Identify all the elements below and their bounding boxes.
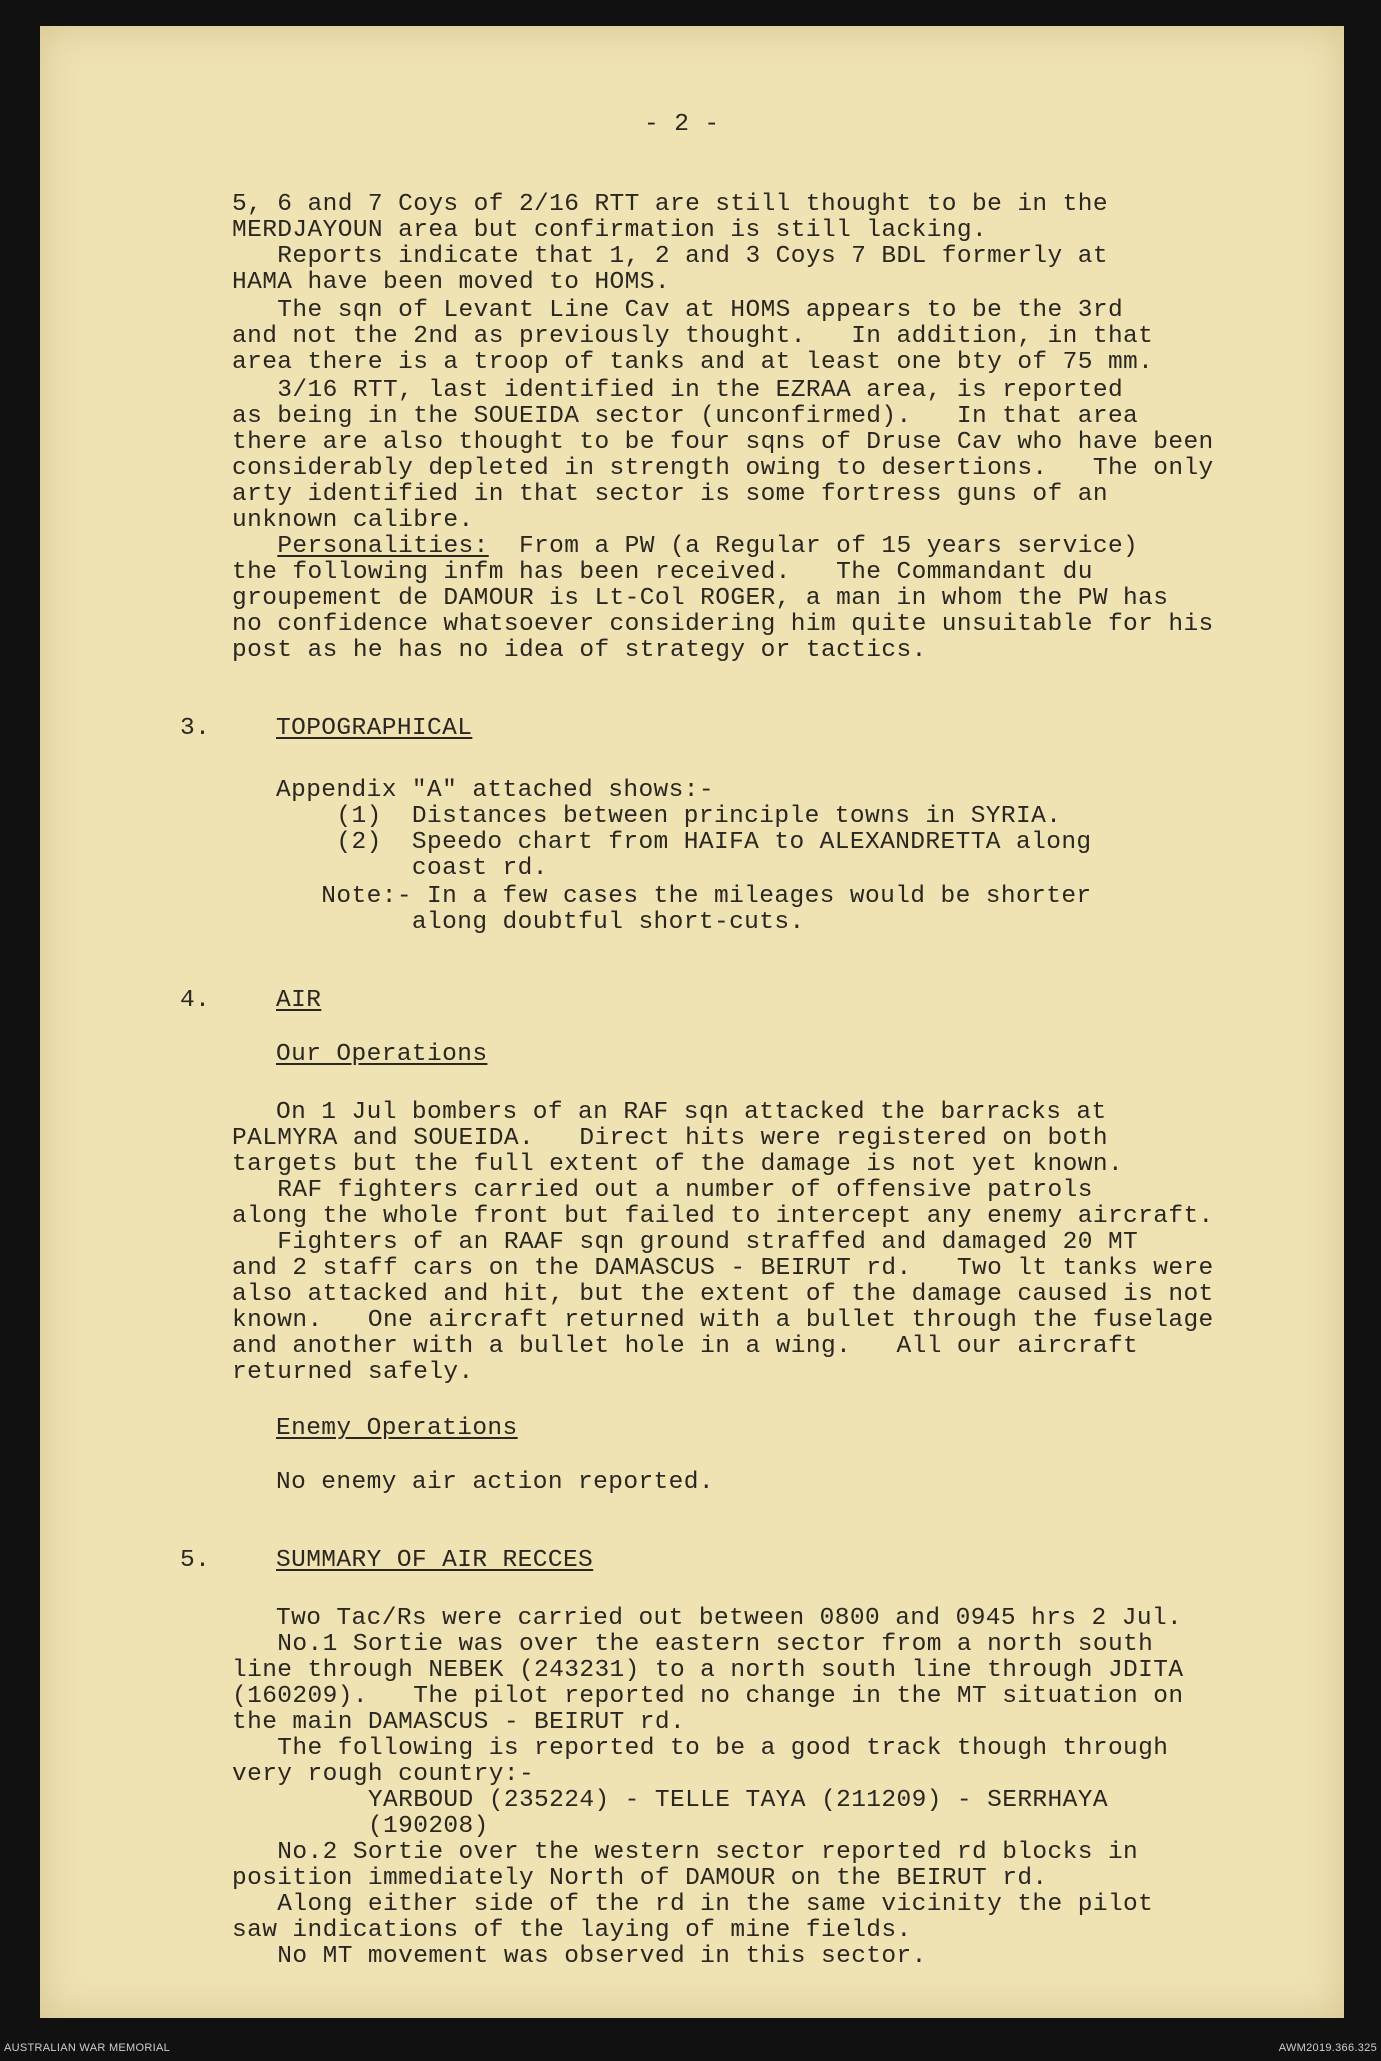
text-line: position immediately North of DAMOUR on the BEIRUT rd. bbox=[232, 1865, 1048, 1892]
text-line: and not the 2nd as previously thought. In addition, in that bbox=[232, 323, 1154, 350]
text-line: Appendix "A" attached shows:- bbox=[276, 777, 714, 804]
text-line: (160209). The pilot reported no change in the MT situation on bbox=[232, 1683, 1184, 1710]
text-line: (1) Distances between principle towns in SYRIA. bbox=[276, 803, 1062, 830]
text-line: arty identified in that sector is some fortress guns of an bbox=[232, 481, 1108, 508]
text-line: targets but the full extent of the damage is not yet known. bbox=[232, 1151, 1124, 1178]
personalities-heading: Personalities: bbox=[277, 533, 489, 560]
text-line: along the whole front but failed to intercept any enemy aircraft. bbox=[232, 1203, 1214, 1230]
text-line: PALMYRA and SOUEIDA. Direct hits were registered on both bbox=[232, 1125, 1108, 1152]
personalities-first-line: Personalities: From a PW (a Regular of 15 years service) bbox=[277, 533, 1139, 560]
text-line: also attacked and hit, but the extent of the damage caused is not bbox=[232, 1281, 1214, 1308]
page-number: - 2 - bbox=[644, 111, 720, 138]
footer-credit: AUSTRALIAN WAR MEMORIAL bbox=[4, 2042, 171, 2054]
footer-accession-number: AWM2019.366.325 bbox=[1278, 2042, 1377, 2054]
section-title: TOPOGRAPHICAL bbox=[276, 715, 473, 742]
text-line: On 1 Jul bombers of an RAF sqn attacked the barracks at bbox=[276, 1099, 1107, 1126]
text-line: along doubtful short-cuts. bbox=[276, 909, 805, 936]
text-line: area there is a troop of tanks and at least one bty of 75 mm. bbox=[232, 349, 1154, 376]
text-line: The sqn of Levant Line Cav at HOMS appears to be the 3rd bbox=[232, 297, 1124, 324]
text-line: coast rd. bbox=[276, 855, 548, 882]
text-line: No enemy air action reported. bbox=[276, 1469, 714, 1496]
text-line: Reports indicate that 1, 2 and 3 Coys 7 BDL formerly at bbox=[232, 243, 1108, 270]
text-line: MERDJAYOUN area but confirmation is still lacking. bbox=[232, 217, 988, 244]
text-line: No.2 Sortie over the western sector reported rd blocks in bbox=[232, 1839, 1139, 1866]
text-line: groupement de DAMOUR is Lt-Col ROGER, a man in whom the PW has bbox=[232, 585, 1169, 612]
text-line: Note:- In a few cases the mileages would be shorter bbox=[276, 883, 1092, 910]
text-line: very rough country:- bbox=[232, 1761, 535, 1788]
text-line: Along either side of the rd in the same vicinity the pilot bbox=[232, 1891, 1154, 1918]
text-line: returned safely. bbox=[232, 1359, 474, 1386]
text-line: considerably depleted in strength owing to desertions. The only bbox=[232, 455, 1214, 482]
text-line: known. One aircraft returned with a bullet through the fuselage bbox=[232, 1307, 1214, 1334]
text-line: there are also thought to be four sqns of Druse Cav who have been bbox=[232, 429, 1214, 456]
text-line: (2) Speedo chart from HAIFA to ALEXANDRETTA along bbox=[276, 829, 1092, 856]
text-line: post as he has no idea of strategy or tactics. bbox=[232, 637, 927, 664]
text-line: and 2 staff cars on the DAMASCUS - BEIRUT rd. Two lt tanks were bbox=[232, 1255, 1214, 1282]
text-line: 3/16 RTT, last identified in the EZRAA area, is reported bbox=[232, 377, 1124, 404]
text-line: unknown calibre. bbox=[232, 507, 474, 534]
text-line: Fighters of an RAAF sqn ground straffed and damaged 20 MT bbox=[232, 1229, 1139, 1256]
text-line: 5, 6 and 7 Coys of 2/16 RTT are still thought to be in the bbox=[232, 191, 1108, 218]
text-line: the main DAMASCUS - BEIRUT rd. bbox=[232, 1709, 686, 1736]
subheading-enemy-operations: Enemy Operations bbox=[276, 1415, 518, 1442]
text-line: line through NEBEK (243231) to a north south line through JDITA bbox=[232, 1657, 1184, 1684]
text-line: YARBOUD (235224) - TELLE TAYA (211209) - SERRHAYA bbox=[232, 1787, 1108, 1814]
section-number: 5. bbox=[180, 1547, 211, 1574]
section-number: 4. bbox=[180, 987, 211, 1014]
subheading-our-operations: Our Operations bbox=[276, 1041, 488, 1068]
text-line: (190208) bbox=[232, 1813, 489, 1840]
section-title: AIR bbox=[276, 987, 322, 1014]
text-line: Two Tac/Rs were carried out between 0800 and 0945 hrs 2 Jul. bbox=[276, 1605, 1183, 1632]
text-line: HAMA have been moved to HOMS. bbox=[232, 269, 670, 296]
section-number: 3. bbox=[180, 715, 211, 742]
section-title: SUMMARY OF AIR RECCES bbox=[276, 1547, 594, 1574]
text-line: The following is reported to be a good track though through bbox=[232, 1735, 1169, 1762]
text-line: no confidence whatsoever considering him quite unsuitable for his bbox=[232, 611, 1214, 638]
text-line: the following infm has been received. The Commandant du bbox=[232, 559, 1093, 586]
text-line: RAF fighters carried out a number of offensive patrols bbox=[232, 1177, 1093, 1204]
text-line: and another with a bullet hole in a wing. All our aircraft bbox=[232, 1333, 1139, 1360]
text-line: saw indications of the laying of mine fields. bbox=[232, 1917, 912, 1944]
text-line: as being in the SOUEIDA sector (unconfirmed). In that area bbox=[232, 403, 1139, 430]
text-line: No MT movement was observed in this sector. bbox=[232, 1943, 927, 1970]
document-page bbox=[40, 26, 1344, 2018]
text-line: No.1 Sortie was over the eastern sector from a north south bbox=[232, 1631, 1154, 1658]
